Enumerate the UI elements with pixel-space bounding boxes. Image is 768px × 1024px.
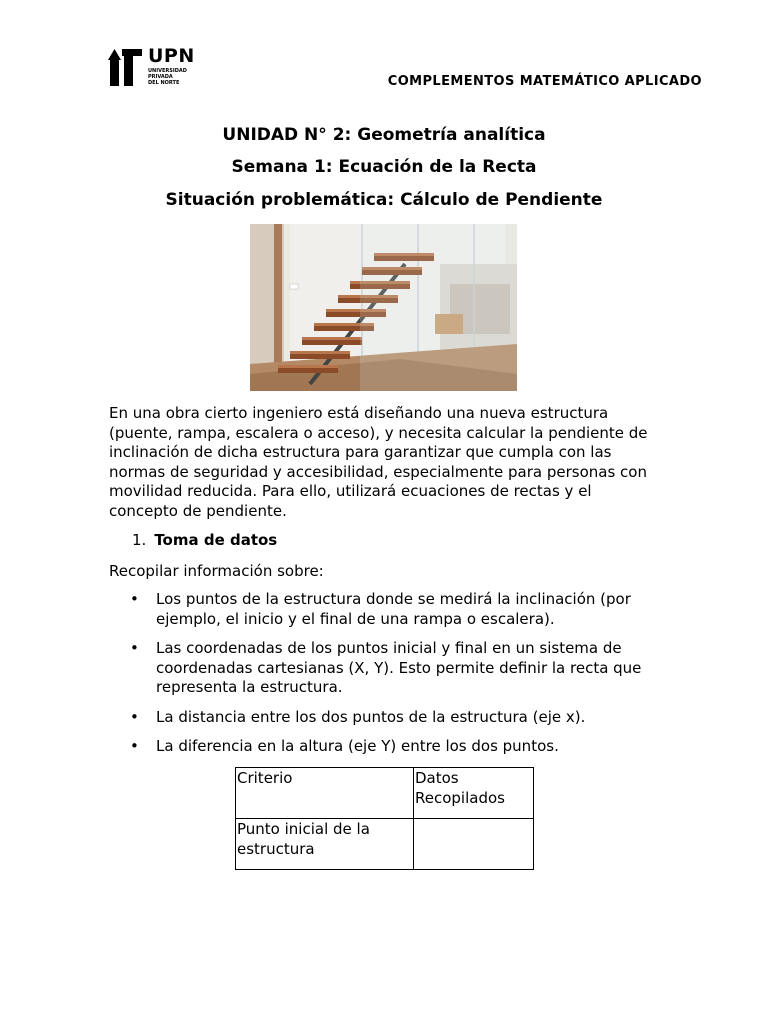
section-title: Toma de datos [154, 531, 278, 549]
intro-paragraph: En una obra cierto ingeniero está diseñando una nueva estructura (puente, rampa, escalera o acceso), y necesita calcular la pendiente de inclinación de dicha estructura para garantizar que cumpla con las normas de seguridad y accesibilidad, especialmente para personas con movilidad reducida. Para ello, utilizará ecuaciones de rectas y el concepto de pendiente. [109, 404, 648, 520]
table-cell[interactable] [414, 819, 534, 870]
bullet-list [130, 590, 670, 767]
table-row [236, 819, 534, 870]
staircase-photo [250, 224, 517, 391]
section-number: 1. [132, 531, 147, 549]
unit-title: UNIDAD N° 2: Geometría analítica [222, 125, 546, 145]
table-header-cell: Criterio [236, 768, 414, 819]
table-header-row [236, 768, 534, 819]
logo-subtitle: UNIVERSIDAD PRIVADA DEL NORTE [148, 68, 187, 86]
table-cell: Punto inicial de la estructura [236, 819, 414, 870]
upn-logo [108, 46, 238, 88]
situation-title: Situación problemática: Cálculo de Pendiente [165, 190, 603, 210]
list-item: • La distancia entre los dos puntos de la estructura (eje x). [130, 708, 670, 728]
list-item: • Los puntos de la estructura donde se medirá la inclinación (por ejemplo, el inicio y el final de una rampa o escalera). [130, 590, 670, 629]
data-table [235, 767, 534, 870]
list-item: • Las coordenadas de los puntos inicial y final en un sistema de coordenadas cartesianas (X, Y). Esto permite definir la recta que representa la estructura. [130, 639, 670, 698]
list-item: • La diferencia en la altura (eje Y) entre los dos puntos. [130, 737, 670, 757]
table-header-cell: Datos Recopilados [414, 768, 534, 819]
section-heading [132, 531, 277, 549]
course-title: COMPLEMENTOS MATEMÁTICO APLICADO [387, 74, 702, 89]
logo-name: UPN [148, 45, 195, 67]
week-title: Semana 1: Ecuación de la Recta [231, 157, 537, 177]
upn-logo-mark-icon [108, 46, 144, 86]
collect-intro: Recopilar información sobre: [109, 562, 324, 580]
